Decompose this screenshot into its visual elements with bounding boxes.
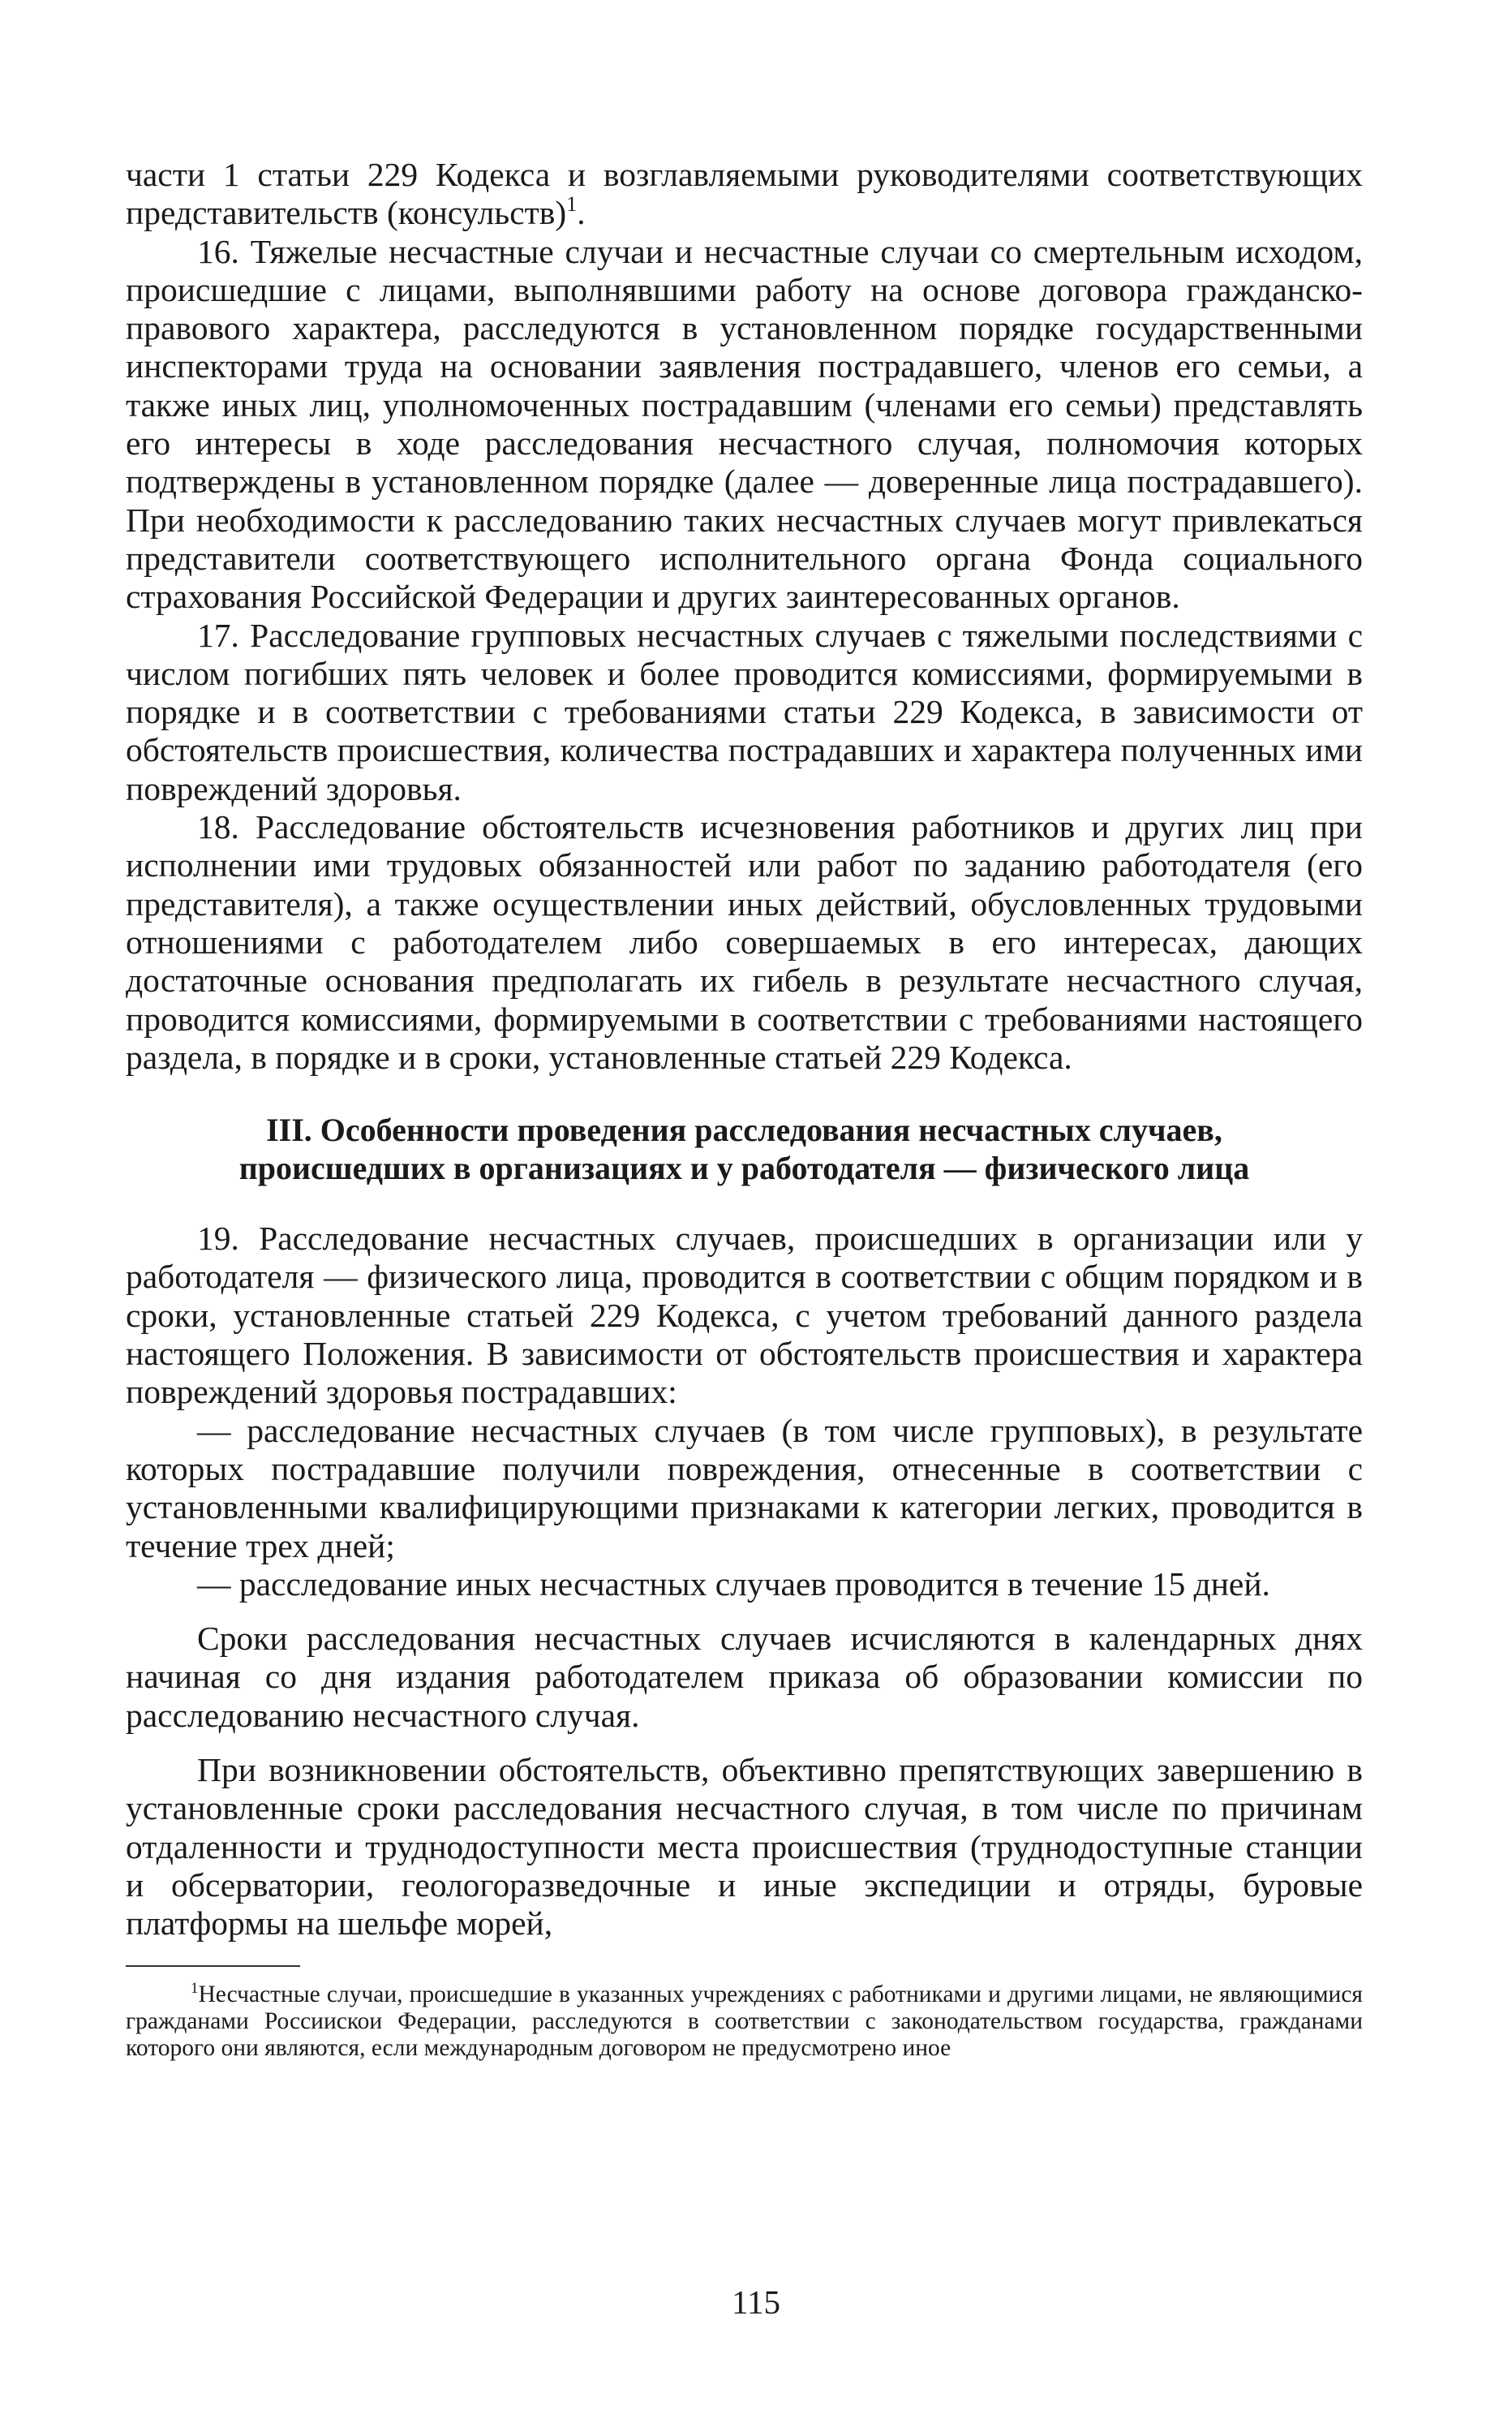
paragraph-17: 17. Расследование групповых несчастных случаев с тяжелыми последствиями с числом погибших пять человек и более проводится комиссиями, формируемыми в порядке и в соответствии с требованиями статьи 229 Кодекса, в зависимости от обстоятельств происшествия, количества пострадавших и характера полученных ими повреждений здоровья. <box>126 616 1363 807</box>
paragraph-intro <box>126 156 1363 233</box>
footnote-divider <box>126 1965 300 1967</box>
paragraph-terms: Сроки расследования несчастных случаев исчисляются в календарных днях начиная со дня издания работодателем приказа об образовании комиссии по расследованию несчастного случая. <box>126 1620 1363 1734</box>
footnote-text: Несчастные случаи, происшедшие в указанных учреждениях с работниками и другими лицами, не являющимися гражданами Россиискои Федерации, расследуются в соответствии с законодательством государства, гражданами которого они являются, если международным договором не предусмотрено иное <box>126 1981 1363 2062</box>
footnote <box>126 1981 1363 2061</box>
paragraph-intro-end: . <box>577 194 586 232</box>
paragraph-circumstances: При возникновении обстоятельств, объективно препятствующих завершению в установленные сроки расследования несчастного случая, в том числе по причинам отдаленности и труднодоступности места происшествия (труднодоступные станции и обсерватории, геологоразведочные и иные экспедиции и отряды, буровые платформы на шельфе морей, <box>126 1750 1363 1943</box>
footnote-marker: 1 <box>191 1980 199 1998</box>
page-number: 115 <box>732 2283 780 2321</box>
footnote-reference: 1 <box>566 192 578 217</box>
page-body <box>126 156 1363 2062</box>
section-heading <box>126 1111 1363 1187</box>
dash-item-2: — расследование иных несчастных случаев проводится в течение 15 дней. <box>197 1564 1270 1603</box>
paragraph-intro-text: части 1 статьи 229 Кодекса и возглавляемыми руководителями соответствующих представительств (консульств) <box>126 156 1363 232</box>
dash-item-1: — расследование несчастных случаев (в том числе групповых), в результате которых пострадавшие получили повреждения, отнесенные в соответствии с установленными квалифицирующими признаками к категории легких, проводится в течение трех дней; <box>126 1411 1363 1564</box>
section-heading-line-1: III. Особенности проведения расследования несчастных случаев, <box>266 1112 1222 1149</box>
section-heading-line-2: происшедших в организациях и у работодателя — физического лица <box>238 1150 1250 1187</box>
paragraph-18: 18. Расследование обстоятельств исчезновения работников и других лиц при исполнении ими трудовых обязанностей или работ по заданию работодателя (его представителя), а также осуществлении иных действий, обусловленных трудовыми отношениями с работодателем либо совершаемых в его интересах, дающих достаточные основания предполагать их гибель в результате несчастного случая, проводится комиссиями, формируемыми в соответствии с требованиями настоящего раздела, в порядке и в сроки, установленные статьей 229 Кодекса. <box>126 808 1363 1076</box>
paragraph-19: 19. Расследование несчастных случаев, происшедших в организации или у работодателя — физического лица, проводится в соответствии с общим порядком и в сроки, установленные статьей 229 Кодекса, с учетом требований данного раздела настоящего Положения. В зависимости от обстоятельств происшествия и характера повреждений здоровья пострадавших: <box>126 1220 1363 1411</box>
paragraph-16: 16. Тяжелые несчастные случаи и несчастные случаи со смертельным исходом, происшедшие с лицами, выполнявшими работу на основе договора гражданско-правового характера, расследуются в установленном порядке государственными инспекторами труда на основании заявления пострадавшего, членов его семьи, а также иных лиц, уполномоченных пострадавшим (членами его семьи) представлять его интересы в ходе расследования несчастного случая, полномочия которых подтверждены в установленном порядке (далее — доверенные лица пострадавшего). При необходимости к расследованию таких несчастных случаев могут привлекаться представители соответствующего исполнительного органа Фонда социального страхования Российской Федерации и других заинтересованных органов. <box>126 232 1363 616</box>
